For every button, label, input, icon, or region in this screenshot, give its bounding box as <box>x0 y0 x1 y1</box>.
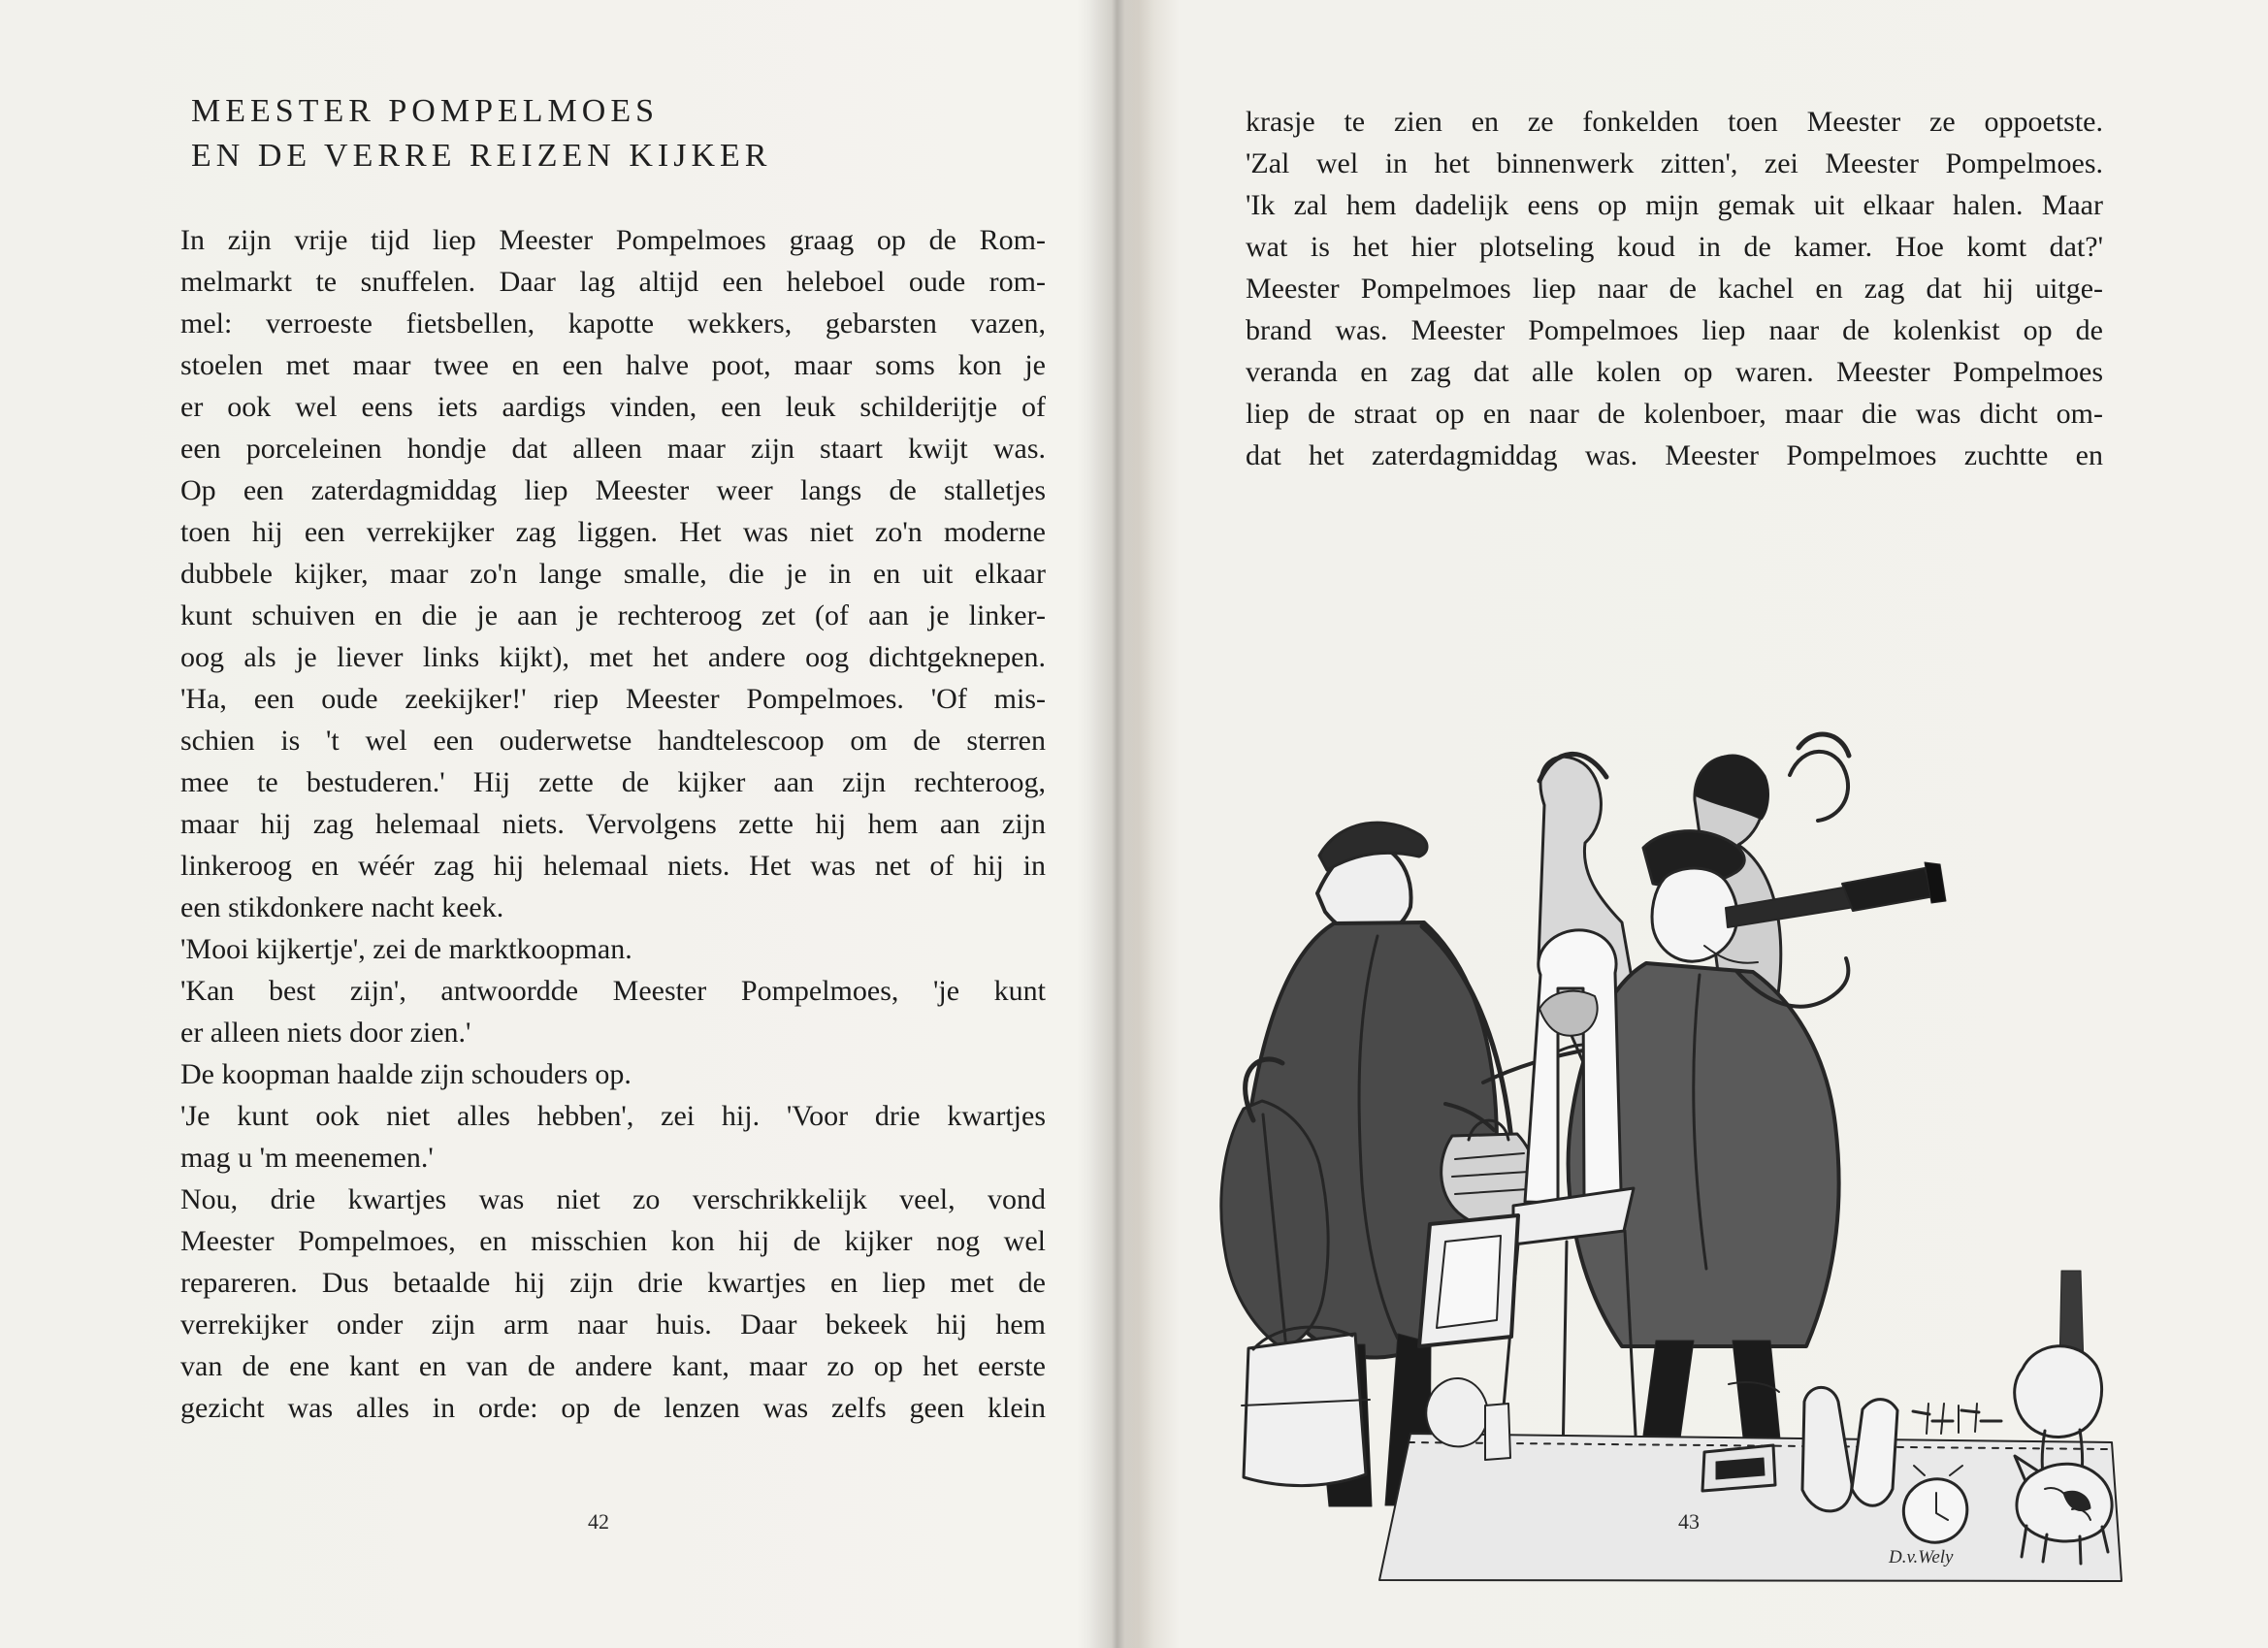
page-number: 42 <box>588 1509 609 1534</box>
text-line: 'Zal wel in het binnenwerk zitten', zei Meester Pompelmoes. <box>1246 147 2103 179</box>
left-body-text <box>180 219 1046 1429</box>
text-line: van de ene kant en van de andere kant, maar zo op het eerste <box>180 1350 1046 1382</box>
text-line: kunt schuiven en die je aan je rechteroog zet (of aan je linker- <box>180 599 1046 631</box>
right-body-text <box>1246 101 2103 476</box>
text-line: verrekijker onder zijn arm naar huis. Daar bekeek hij hem <box>180 1309 1046 1341</box>
text-line: mee te bestuderen.' Hij zette de kijker aan zijn rechteroog, <box>180 766 1046 798</box>
text-line: krasje te zien en ze fonkelden toen Meester ze oppoetste. <box>1246 106 2103 138</box>
bucket <box>1244 1334 1366 1486</box>
right-page <box>1145 0 2268 1648</box>
text-line: De koopman haalde zijn schouders op. <box>180 1058 632 1090</box>
text-line: Meester Pompelmoes liep naar de kachel en zag dat hij uitge- <box>1246 273 2103 305</box>
text-line: een porceleinen hondje dat alleen maar zijn staart kwijt was. <box>180 433 1046 465</box>
text-line: dat het zaterdagmiddag was. Meester Pompelmoes zuchtte en <box>1246 439 2103 471</box>
dog-figure <box>2017 1464 2112 1541</box>
bottle <box>1802 1387 1852 1511</box>
text-line: maar hij zag helemaal niets. Vervolgens zette hij hem aan zijn <box>180 808 1046 840</box>
text-line: veranda en zag dat alle kolen op waren. Meester Pompelmoes <box>1246 356 2103 388</box>
text-line: Op een zaterdagmiddag liep Meester weer langs de stalletjes <box>180 474 1046 506</box>
text-line: mag u 'm meenemen.' <box>180 1142 434 1174</box>
text-line: stoelen met maar twee en een halve poot, maar soms kon je <box>180 349 1046 381</box>
text-line: een stikdonkere nacht keek. <box>180 891 504 923</box>
text-line: mel: verroeste fietsbellen, kapotte wekkers, gebarsten vazen, <box>180 307 1046 339</box>
text-line: 'Kan best zijn', antwoordde Meester Pompelmoes, 'je kunt <box>180 975 1046 1007</box>
chapter-title-line-2: EN DE VERRE REIZEN KIJKER <box>191 138 772 174</box>
text-line: 'Ik zal hem dadelijk eens op mijn gemak uit elkaar halen. Maar <box>1246 189 2103 221</box>
text-line: 'Mooi kijkertje', zei de marktkoopman. <box>180 933 632 965</box>
text-line: 'Je kunt ook niet alles hebben', zei hij. 'Voor drie kwartjes <box>180 1100 1046 1132</box>
page-number: 43 <box>1678 1509 1700 1534</box>
text-line: brand was. Meester Pompelmoes liep naar de kolenkist op de <box>1246 314 2103 346</box>
illustration-signature: D.v.Wely <box>1889 1547 1954 1567</box>
left-page <box>0 0 1125 1648</box>
text-line: wat is het hier plotseling koud in de kamer. Hoe komt dat?' <box>1246 231 2103 263</box>
text-line: er alleen niets door zien.' <box>180 1017 471 1049</box>
text-line: melmarkt te snuffelen. Daar lag altijd een heleboel oude rom- <box>180 266 1046 298</box>
text-line: dubbele kijker, maar zo'n lange smalle, die je in en uit elkaar <box>180 558 1046 590</box>
text-line: schien is 't wel een ouderwetse handtelescoop om de sterren <box>180 725 1046 757</box>
text-line: repareren. Dus betaalde hij zijn drie kwartjes en liep met de <box>180 1267 1046 1299</box>
text-line: er ook wel eens iets aardigs vinden, een leuk schilderijtje of <box>180 391 1046 423</box>
chapter-title-line-1: MEESTER POMPELMOES <box>191 93 659 129</box>
text-line: linkeroog en wéér zag hij helemaal niets. Het was net of hij in <box>180 850 1046 882</box>
text-line: Nou, drie kwartjes was niet zo verschrikkelijk veel, vond <box>180 1183 1046 1215</box>
text-line: In zijn vrije tijd liep Meester Pompelmoes graag op de Rom- <box>180 224 1046 256</box>
text-line: toen hij een verrekijker zag liggen. Het was niet zo'n moderne <box>180 516 1046 548</box>
chapter-title <box>191 89 771 178</box>
text-line: oog als je liever links kijkt), met het andere oog dichtgeknepen. <box>180 641 1046 673</box>
text-line: 'Ha, een oude zeekijker!' riep Meester Pompelmoes. 'Of mis- <box>180 683 1046 715</box>
text-line: gezicht was alles in orde: op de lenzen was zelfs geen klein <box>180 1392 1046 1424</box>
text-line: liep de straat op en naar de kolenboer, maar die was dicht om- <box>1246 398 2103 430</box>
text-line: Meester Pompelmoes, en misschien kon hij de kijker nog wel <box>180 1225 1046 1257</box>
